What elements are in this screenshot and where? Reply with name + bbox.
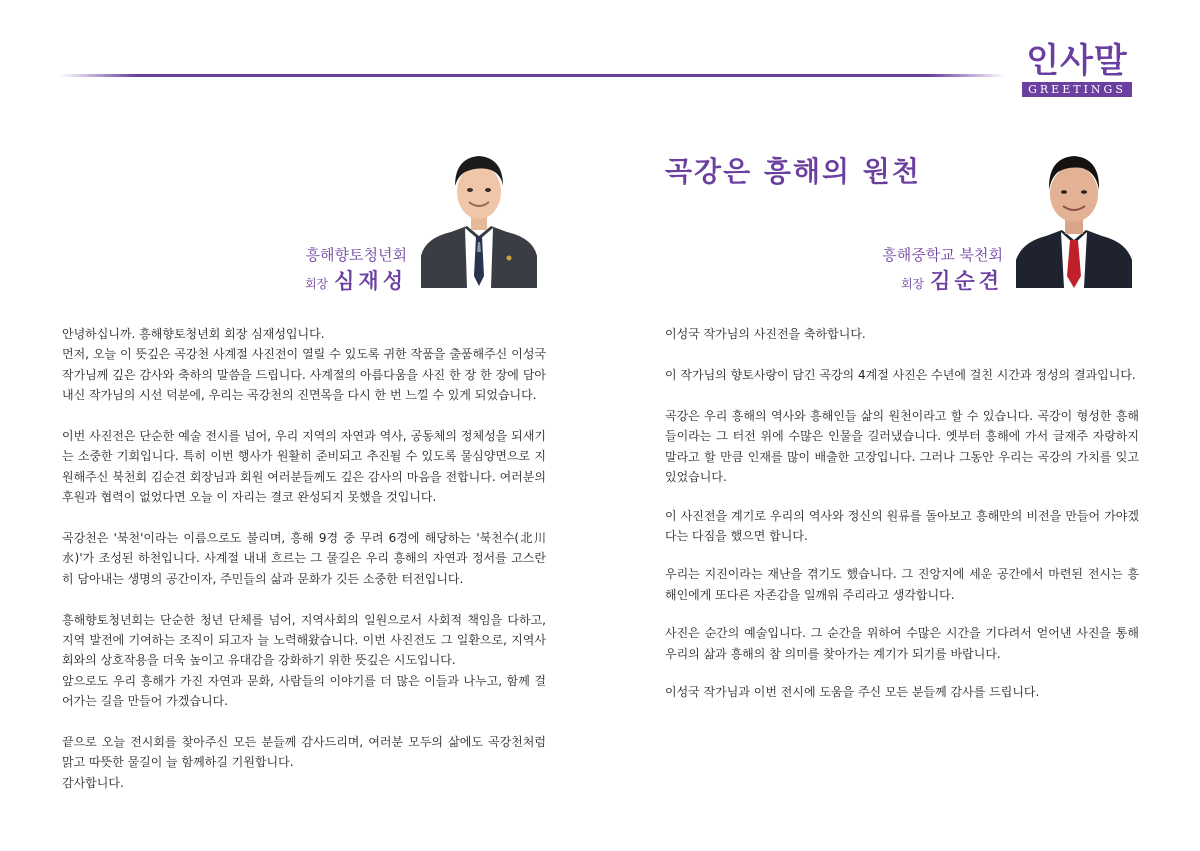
name-left: 심재성	[334, 268, 407, 293]
portrait-right	[1016, 136, 1132, 288]
header-rule	[60, 74, 1005, 77]
right-paragraph: 우리는 지진이라는 재난을 겪기도 했습니다. 그 진앙지에 세운 공간에서 마련된 전시는 흥해인에게 또다른 자존감을 일깨워 주리라고 생각합니다.	[665, 567, 1139, 602]
name-line-left	[305, 268, 407, 297]
right-headline: 곡강은 흥해의 원천	[665, 155, 921, 188]
left-paragraph: 흥해향토청년회는 단순한 청년 단체를 넘어, 지역사회의 일원으로서 사회적 책임을 다하고, 지역 발전에 기여하는 조직이 되고자 늘 노력해왔습니다. 이번 사진전도 그 일환으로, 지역사회와의 상호작용을 더욱 높이고 유대감을 강화하기 위한 뜻깊은 시도입니다. 앞으로도 우리 흥해가 가진 자연과 문화, 사람들의 이야기를 더 많은 이들과 나누고, 함께 걸어가는 길을 만들어 가겠습니다.	[62, 612, 546, 709]
role-left: 회장	[304, 277, 329, 291]
organization-left: 흥해향토청년회	[305, 246, 407, 264]
left-paragraph: 이번 사진전은 단순한 예술 전시를 넘어, 우리 지역의 자연과 역사, 공동체의 정체성을 되새기는 소중한 기회입니다. 특히 이번 행사가 원활히 준비되고 추진될 수 있도록 물심양면으로 지원해주신 북천회 김순견 회장님과 회원 여러분들께도 깊은 감사의 마음을 전합니다. 여러분의 후원과 협력이 없었다면 오늘 이 자리는 결코 완성되지 못했을 것입니다.	[62, 429, 546, 505]
left-paragraph: 안녕하십니까. 흥해향토청년회 회장 심재성입니다. 먼저, 오늘 이 뜻깊은 곡강천 사계절 사진전이 열릴 수 있도록 귀한 작품을 출품해주신 이성국 작가님께 깊은 감사와 축하의 말씀을 드립니다. 사계절의 아름다움을 사진 한 장 한 장에 담아 내신 작가님의 시선 덕분에, 우리는 곡강천의 진면목을 다시 한 번 느낄 수 있게 되었습니다.	[62, 327, 546, 403]
caption-right	[882, 244, 1003, 297]
right-paragraph: 이 작가님의 향토사랑이 담긴 곡강의 4계절 사진은 수년에 걸친 시간과 정성의 결과입니다.	[665, 368, 1136, 382]
right-paragraph: 사진은 순간의 예술입니다. 그 순간을 위하여 수많은 시간을 기다려서 얻어낸 사진을 통해 우리의 삶과 흥해의 참 의미를 찾아가는 계기가 되기를 바랍니다.	[665, 626, 1139, 661]
organization-right: 흥해중학교 북천회	[882, 246, 1003, 264]
portrait-left	[421, 136, 537, 288]
section-subtitle: GREETINGS	[1022, 82, 1132, 97]
caption-left	[305, 244, 407, 297]
right-paragraph: 곡강은 우리 흥해의 역사와 흥해인들 삶의 원천이라고 할 수 있습니다. 곡강이 형성한 흥해들이라는 그 터전 위에 수많은 인물을 길러냈습니다. 옛부터 흥해에 가서 글재주 자랑하지 말라고 할 만큼 인재를 많이 배출한 고장입니다. 그러나 그동안 우리는 곡강의 가치를 잊고 있었습니다.	[665, 409, 1139, 485]
right-paragraph: 이 사진전을 계기로 우리의 역사와 정신의 원류를 돌아보고 흥해만의 비전을 만들어 가야겠다는 다짐을 했으면 합니다.	[665, 508, 1139, 544]
section-logo	[1022, 42, 1132, 97]
section-title: 인사말	[1026, 41, 1128, 81]
role-right: 회장	[900, 277, 925, 291]
greeting-left-text	[62, 324, 546, 814]
left-paragraph: 끝으로 오늘 전시회를 찾아주신 모든 분들께 감사드리며, 여러분 모두의 삶에도 곡강천처럼 맑고 따뜻한 물길이 늘 함께하길 기원합니다. 감사합니다.	[62, 735, 546, 790]
left-paragraph: 곡강천은 '북천'이라는 이름으로도 불리며, 흥해 9경 중 무려 6경에 해당하는 '북천수(北川水)'가 조성된 하천입니다. 사계절 내내 흐르는 그 물길은 우리 흥해의 자연과 정서를 고스란히 담아내는 생명의 공간이자, 주민들의 삶과 문화가 깃든 소중한 터전입니다.	[62, 531, 546, 586]
right-paragraph: 이성국 작가님과 이번 전시에 도움을 주신 모든 분들께 감사를 드립니다.	[665, 685, 1040, 700]
greeting-right-text	[665, 324, 1139, 723]
right-paragraph: 이성국 작가님의 사진전을 축하합니다.	[665, 327, 866, 341]
name-right: 김순견	[930, 268, 1003, 293]
name-line-right	[882, 268, 1003, 297]
